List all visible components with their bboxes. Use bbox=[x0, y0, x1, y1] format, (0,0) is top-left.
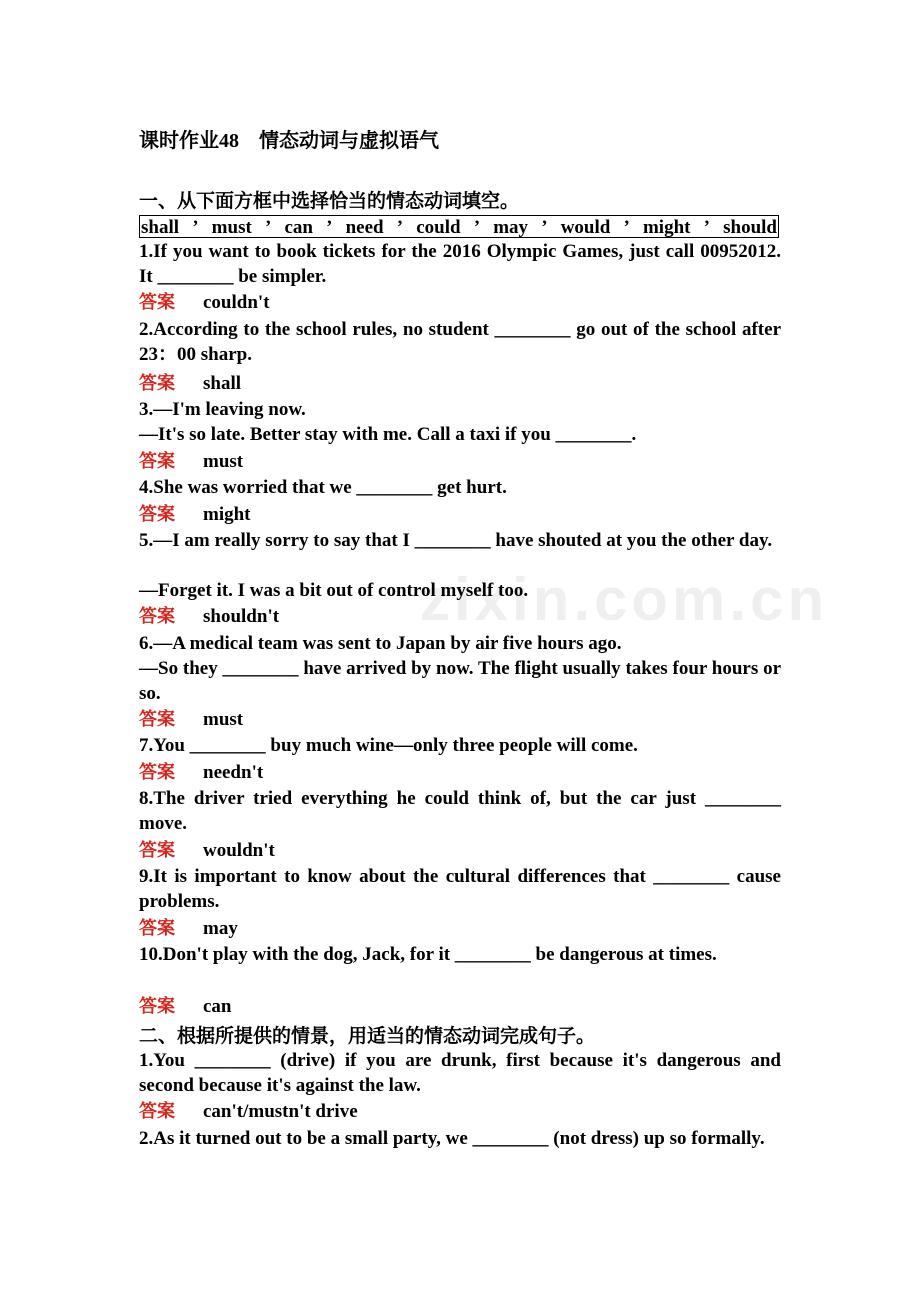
question-4: 4.She was worried that we ________ get hurt. bbox=[139, 477, 507, 498]
word-box-item: could bbox=[416, 217, 461, 238]
question-7: 7.You ________ buy much wine—only three people will come. bbox=[139, 735, 638, 756]
word-box-item: need bbox=[345, 217, 384, 238]
answer-text: needn't bbox=[203, 762, 264, 783]
question-3: 3.—I'm leaving now. bbox=[139, 399, 306, 420]
answer-7 bbox=[139, 760, 263, 785]
answer-label: 答案 bbox=[139, 1101, 175, 1122]
word-box: shall ’ must ’ can ’ need ’ could ’ may ’ would ’ might ’ should bbox=[139, 215, 779, 238]
answer-text: must bbox=[203, 709, 244, 730]
section2-heading: 二、根据所提供的情景，用适当的情态动词完成句子。 bbox=[139, 1025, 596, 1047]
watermark: zixin.com.cn bbox=[420, 566, 829, 633]
question-9: 9.It is important to know about the cultural differences that ________ cause problems. bbox=[139, 866, 781, 912]
answer-1 bbox=[139, 290, 270, 315]
answer-2 bbox=[139, 371, 241, 396]
answer-text: may bbox=[203, 918, 238, 939]
answer-3 bbox=[139, 449, 243, 474]
question-3-reply: —It's so late. Better stay with me. Call a taxi if you ________. bbox=[139, 424, 637, 445]
question-8: 8.The driver tried everything he could think of, but the car just ________ move. bbox=[139, 788, 781, 834]
answer-5 bbox=[139, 604, 279, 629]
answer-label: 答案 bbox=[139, 996, 175, 1017]
word-box-item: may bbox=[493, 217, 529, 238]
answer-label: 答案 bbox=[139, 292, 175, 313]
answer-text: couldn't bbox=[203, 292, 270, 313]
page-title: 课时作业48 情态动词与虚拟语气 bbox=[139, 130, 439, 152]
answer-text: shouldn't bbox=[203, 606, 280, 627]
question-6-reply: —So they ________ have arrived by now. The flight usually takes four hours or so. bbox=[139, 658, 781, 704]
word-box-item: should bbox=[723, 217, 777, 238]
answer-4 bbox=[139, 502, 251, 527]
answer-text: can bbox=[203, 996, 232, 1017]
answer-6 bbox=[139, 707, 243, 732]
answer-9 bbox=[139, 916, 238, 941]
section1-heading: 一、从下面方框中选择恰当的情态动词填空。 bbox=[139, 190, 520, 212]
question-2: 2.According to the school rules, no student ________ go out of the school after 23：00 sharp. bbox=[139, 319, 781, 365]
question-1: 1.If you want to book tickets for the 2016 Olympic Games, just call 00952012. It ________ be simpler. bbox=[139, 241, 781, 287]
question-5: 5.—I am really sorry to say that I ________ have shouted at you the other day. bbox=[139, 530, 773, 551]
answer-10 bbox=[139, 994, 232, 1019]
answer-8 bbox=[139, 838, 275, 863]
answer-label: 答案 bbox=[139, 451, 175, 472]
answer-text: wouldn't bbox=[203, 840, 275, 861]
section2-question-1: 1.You ________ (drive) if you are drunk, first because it's dangerous and second because it's against the law. bbox=[139, 1050, 781, 1096]
word-box-item: would bbox=[560, 217, 611, 238]
answer-text: shall bbox=[203, 373, 242, 394]
word-box-item: shall bbox=[141, 217, 180, 238]
answer-label: 答案 bbox=[139, 606, 175, 627]
answer-text: must bbox=[203, 451, 244, 472]
answer-label: 答案 bbox=[139, 709, 175, 730]
answer-text: might bbox=[203, 504, 251, 525]
word-box-item: must bbox=[211, 217, 252, 238]
answer-label: 答案 bbox=[139, 762, 175, 783]
question-5-reply: —Forget it. I was a bit out of control myself too. bbox=[139, 580, 529, 601]
answer-label: 答案 bbox=[139, 373, 175, 394]
answer-text: can't/mustn't drive bbox=[203, 1101, 358, 1122]
answer-label: 答案 bbox=[139, 504, 175, 525]
question-6: 6.—A medical team was sent to Japan by air five hours ago. bbox=[139, 633, 622, 654]
section2-question-2: 2.As it turned out to be a small party, we ________ (not dress) up so formally. bbox=[139, 1128, 765, 1149]
word-box-item: can bbox=[284, 217, 313, 238]
question-10: 10.Don't play with the dog, Jack, for it ________ be dangerous at times. bbox=[139, 944, 717, 965]
answer-label: 答案 bbox=[139, 840, 175, 861]
word-box-item: might bbox=[642, 217, 691, 238]
answer-label: 答案 bbox=[139, 918, 175, 939]
section2-answer-1 bbox=[139, 1099, 358, 1124]
